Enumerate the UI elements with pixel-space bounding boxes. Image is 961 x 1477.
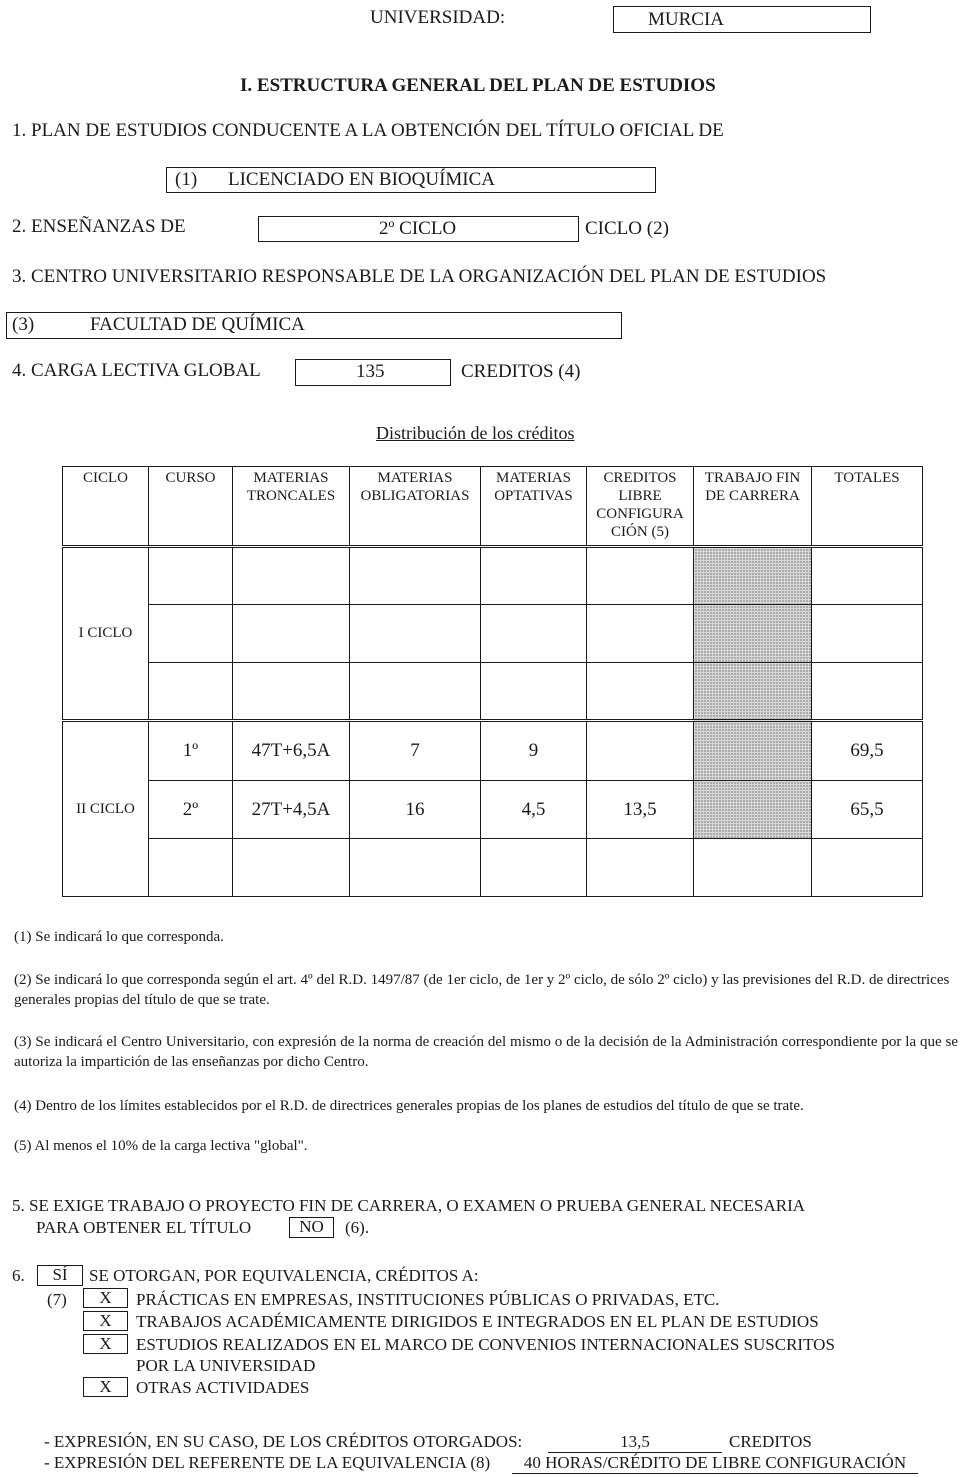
cell-optativas: 4,5 — [481, 781, 587, 839]
item1-field — [166, 167, 656, 193]
col-ciclo: CICLO — [63, 467, 149, 547]
item3-value: FACULTAD DE QUÍMICA — [90, 314, 305, 335]
item4-suffix: CREDITOS (4) — [461, 361, 581, 382]
table-row — [63, 721, 923, 781]
item5-line2: PARA OBTENER EL TÍTULO — [36, 1218, 252, 1237]
option-label: ESTUDIOS REALIZADOS EN EL MARCO DE CONVENIOS INTERNACIONALES SUSCRITOS — [136, 1335, 835, 1354]
referente-label: - EXPRESIÓN DEL REFERENTE DE LA EQUIVALENCIA (8) — [44, 1453, 491, 1472]
item2-field — [258, 216, 579, 242]
note-4: (4) Dentro de los límites establecidos por el R.D. de directrices generales propias de los planes de estudios del título de que se trate. — [14, 1098, 804, 1114]
item5-value: NO — [299, 1217, 324, 1236]
table-row — [63, 781, 923, 839]
shaded-cell — [694, 547, 812, 605]
cell-troncales: 47T+6,5A — [233, 721, 350, 781]
cell-curso: 1º — [149, 721, 233, 781]
col-curso: CURSO — [149, 467, 233, 547]
universidad-value: MURCIA — [648, 9, 725, 30]
item4-label: 4. CARGA LECTIVA GLOBAL — [12, 360, 261, 381]
referente-value: 40 HORAS/CRÉDITO DE LIBRE CONFIGURACIÓN — [512, 1453, 918, 1474]
item4-value: 135 — [356, 361, 385, 382]
creditos-value: 13,5 — [548, 1432, 722, 1453]
option-checkbox: X — [83, 1334, 128, 1354]
ciclo1-label: I CICLO — [63, 547, 149, 721]
col-troncales: MATERIAS TRONCALES — [233, 467, 350, 547]
universidad-field — [613, 6, 871, 33]
cell-troncales: 27T+4,5A — [233, 781, 350, 839]
cell-libre — [587, 721, 694, 781]
option-label-2: POR LA UNIVERSIDAD — [136, 1356, 316, 1375]
option-label: PRÁCTICAS EN EMPRESAS, INSTITUCIONES PÚBLICAS O PRIVADAS, ETC. — [136, 1290, 720, 1309]
item2-value: 2º CICLO — [379, 218, 457, 239]
note-5: (5) Al menos el 10% de la carga lectiva "global". — [14, 1138, 308, 1154]
item2-label: 2. ENSEÑANZAS DE — [12, 216, 186, 237]
option-label: OTRAS ACTIVIDADES — [136, 1378, 310, 1397]
option-checkbox: X — [83, 1311, 128, 1331]
item3-field — [6, 312, 622, 339]
cell-totales: 65,5 — [812, 781, 923, 839]
item3-text: 3. CENTRO UNIVERSITARIO RESPONSABLE DE LA ORGANIZACIÓN DEL PLAN DE ESTUDIOS — [12, 266, 827, 287]
table-row — [63, 605, 923, 663]
shaded-cell — [694, 781, 812, 839]
item3-ref: (3) — [12, 314, 35, 335]
table-row — [63, 547, 923, 605]
universidad-label: UNIVERSIDAD: — [370, 7, 506, 28]
col-totales: TOTALES — [812, 467, 923, 547]
ciclo2-label: II CICLO — [63, 721, 149, 897]
item1-value: LICENCIADO EN BIOQUÍMICA — [228, 169, 496, 190]
shaded-cell — [694, 663, 812, 721]
cell-totales: 69,5 — [812, 721, 923, 781]
cell-obligatorias: 7 — [350, 721, 481, 781]
distribution-title: Distribución de los créditos — [376, 423, 575, 443]
item1-ref: (1) — [175, 169, 198, 190]
option-checkbox: X — [83, 1377, 128, 1397]
col-trabajo: TRABAJO FIN DE CARRERA — [694, 467, 812, 547]
creditos-suffix: CREDITOS — [729, 1432, 812, 1451]
item1-text: 1. PLAN DE ESTUDIOS CONDUCENTE A LA OBTENCIÓN DEL TÍTULO OFICIAL DE — [12, 120, 724, 141]
item6-num: 6. — [12, 1266, 25, 1285]
col-optativas: MATERIAS OPTATIVAS — [481, 467, 587, 547]
table-row — [63, 663, 923, 721]
table-header-row — [63, 467, 923, 547]
item5-suffix: (6). — [345, 1218, 370, 1237]
item5-box — [289, 1217, 334, 1238]
option-label: TRABAJOS ACADÉMICAMENTE DIRIGIDOS E INTEGRADOS EN EL PLAN DE ESTUDIOS — [136, 1312, 819, 1331]
cell-optativas: 9 — [481, 721, 587, 781]
item6-text: SE OTORGAN, POR EQUIVALENCIA, CRÉDITOS A: — [89, 1266, 479, 1285]
option-checkbox: X — [83, 1288, 128, 1308]
note-3: (3) Se indicará el Centro Universitario, con expresión de la norma de creación del mismo o de la decisión de la Administración correspondiente por la que se autoriza la impartición de las enseñanzas por dicho Centro. — [14, 1034, 958, 1070]
note-2: (2) Se indicará lo que corresponda según el art. 4º del R.D. 1497/87 (de 1er ciclo, de 1er y 2º ciclo, de sólo 2º ciclo) y las previsiones del R.D. de directrices generales propias del título de que se trate. — [14, 972, 950, 1008]
section-title: I. ESTRUCTURA GENERAL DEL PLAN DE ESTUDIOS — [240, 75, 716, 96]
shaded-cell — [694, 605, 812, 663]
item4-field — [295, 359, 451, 386]
creditos-label: - EXPRESIÓN, EN SU CASO, DE LOS CRÉDITOS OTORGADOS: — [44, 1432, 523, 1451]
table-row — [63, 839, 923, 897]
distribution-table — [62, 466, 923, 897]
item6-ref: (7) — [47, 1290, 67, 1309]
note-1: (1) Se indicará lo que corresponda. — [14, 929, 224, 945]
item5-line1: 5. SE EXIGE TRABAJO O PROYECTO FIN DE CARRERA, O EXAMEN O PRUEBA GENERAL NECESARIA — [12, 1196, 806, 1215]
col-libre: CREDITOS LIBRE CONFIGURA CIÓN (5) — [587, 467, 694, 547]
shaded-cell — [694, 721, 812, 781]
item6-value: SÍ — [52, 1265, 68, 1284]
cell-obligatorias: 16 — [350, 781, 481, 839]
cell-curso: 2º — [149, 781, 233, 839]
col-obligatorias: MATERIAS OBLIGATORIAS — [350, 467, 481, 547]
item2-suffix: CICLO (2) — [585, 218, 669, 239]
cell-libre: 13,5 — [587, 781, 694, 839]
item6-box — [37, 1265, 83, 1286]
